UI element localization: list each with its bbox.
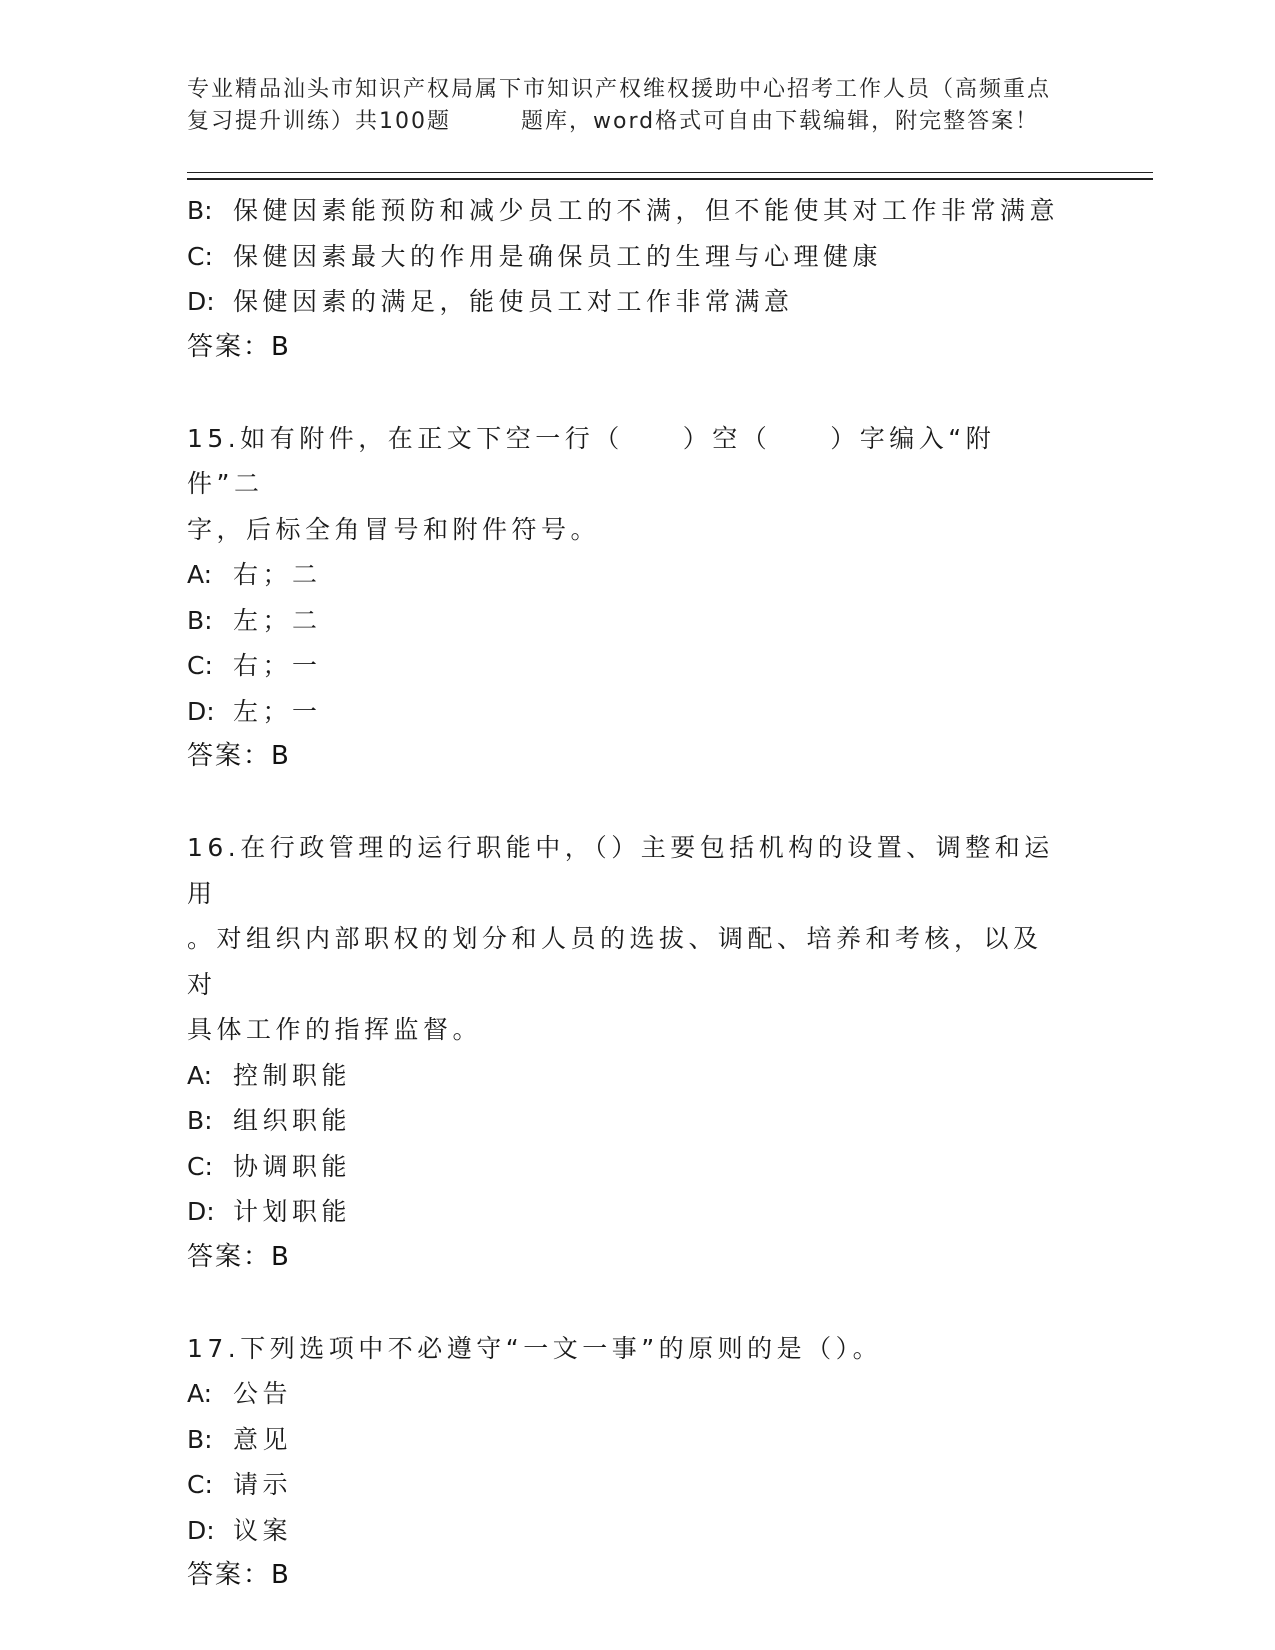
question-15 <box>187 416 1087 780</box>
option-row <box>187 643 1087 689</box>
option-key: C: <box>187 1151 213 1181</box>
option-row <box>187 1371 1087 1417</box>
question-stem-line: 具体工作的指挥监督。 <box>187 1015 483 1044</box>
option-row <box>187 1098 1087 1144</box>
header-divider-thin <box>187 172 1153 173</box>
option-key: C: <box>187 651 213 680</box>
question-spacer <box>187 370 1087 416</box>
question-spacer <box>187 780 1087 826</box>
option-key: D: <box>187 696 215 726</box>
option-text: 组织职能 <box>233 1106 352 1135</box>
question-stem-line: 15.如有附件，在正文下空一行（ ）空（ ）字编入“附件”二 <box>187 423 996 498</box>
question-spacer <box>187 1280 1087 1326</box>
option-text: 保健因素的满足，能使员工对工作非常满意 <box>233 287 794 316</box>
option-key: B: <box>187 196 213 225</box>
option-row <box>187 1189 1087 1235</box>
option-key: B: <box>187 605 213 635</box>
question-16 <box>187 825 1087 1280</box>
option-text: 议案 <box>233 1515 293 1545</box>
answer-line: 答案：B <box>187 331 291 362</box>
header-title-line-2-right: 题库，word格式可自由下载编辑，附完整答案！ <box>521 109 1040 134</box>
option-row <box>187 689 1087 735</box>
question-stem <box>187 1326 1067 1372</box>
option-row <box>187 598 1087 644</box>
option-key: D: <box>187 1515 215 1545</box>
option-text: 保健因素能预防和减少员工的不满，但不能使其对工作非常满意 <box>233 196 1060 225</box>
question-content <box>187 188 1087 1599</box>
question-stem-line: 字，后标全角冒号和附件符号。 <box>187 514 601 544</box>
option-key: B: <box>187 1106 213 1135</box>
option-text: 左；二 <box>233 605 322 635</box>
option-text: 意见 <box>233 1424 293 1454</box>
answer-line: 答案：B <box>187 1241 291 1272</box>
option-row <box>187 1144 1087 1190</box>
option-text: 右；二 <box>233 560 322 589</box>
answer-line: 答案：B <box>187 741 291 771</box>
header-divider-thick <box>187 178 1153 180</box>
option-text: 控制职能 <box>233 1060 352 1090</box>
option-key: B: <box>187 1424 213 1454</box>
option-key: D: <box>187 287 215 316</box>
option-row <box>187 234 1087 280</box>
option-key: C: <box>187 1470 213 1499</box>
continued-question <box>187 188 1087 370</box>
option-text: 计划职能 <box>233 1197 352 1226</box>
option-text: 右；一 <box>233 651 322 680</box>
header-title-line-1: 专业精品汕头市知识产权局属下市知识产权维权援助中心招考工作人员（高频重点 <box>187 77 1052 102</box>
question-stem <box>187 825 1067 1053</box>
option-row <box>187 279 1087 325</box>
option-text: 协调职能 <box>233 1151 352 1181</box>
option-row <box>187 188 1087 234</box>
option-text: 保健因素最大的作用是确保员工的生理与心理健康 <box>233 241 883 271</box>
option-text: 左；一 <box>233 696 322 726</box>
option-row <box>187 1417 1087 1463</box>
answer-line: 答案：B <box>187 1560 291 1590</box>
document-header <box>187 74 1087 138</box>
question-stem-line: 17.下列选项中不必遵守“一文一事”的原则的是（）。 <box>187 1333 883 1363</box>
option-row <box>187 1053 1087 1099</box>
question-stem-line: 16.在行政管理的运行职能中，（）主要包括机构的设置、调整和运用 <box>187 833 1054 908</box>
option-key: C: <box>187 241 213 271</box>
option-key: A: <box>187 1060 213 1090</box>
question-stem <box>187 416 1067 553</box>
option-text: 请示 <box>233 1470 293 1499</box>
option-row <box>187 1462 1087 1508</box>
header-title-line-2-left: 复习提升训练）共100题 <box>187 109 451 134</box>
question-17 <box>187 1326 1087 1599</box>
option-row <box>187 552 1087 598</box>
option-key: A: <box>187 1379 213 1408</box>
header-title-line-2 <box>187 106 1087 138</box>
option-row <box>187 1508 1087 1554</box>
question-stem-line: 。对组织内部职权的划分和人员的选拔、调配、培养和考核，以及对 <box>187 924 1043 999</box>
option-key: D: <box>187 1197 215 1226</box>
option-key: A: <box>187 560 213 589</box>
option-text: 公告 <box>233 1379 293 1408</box>
